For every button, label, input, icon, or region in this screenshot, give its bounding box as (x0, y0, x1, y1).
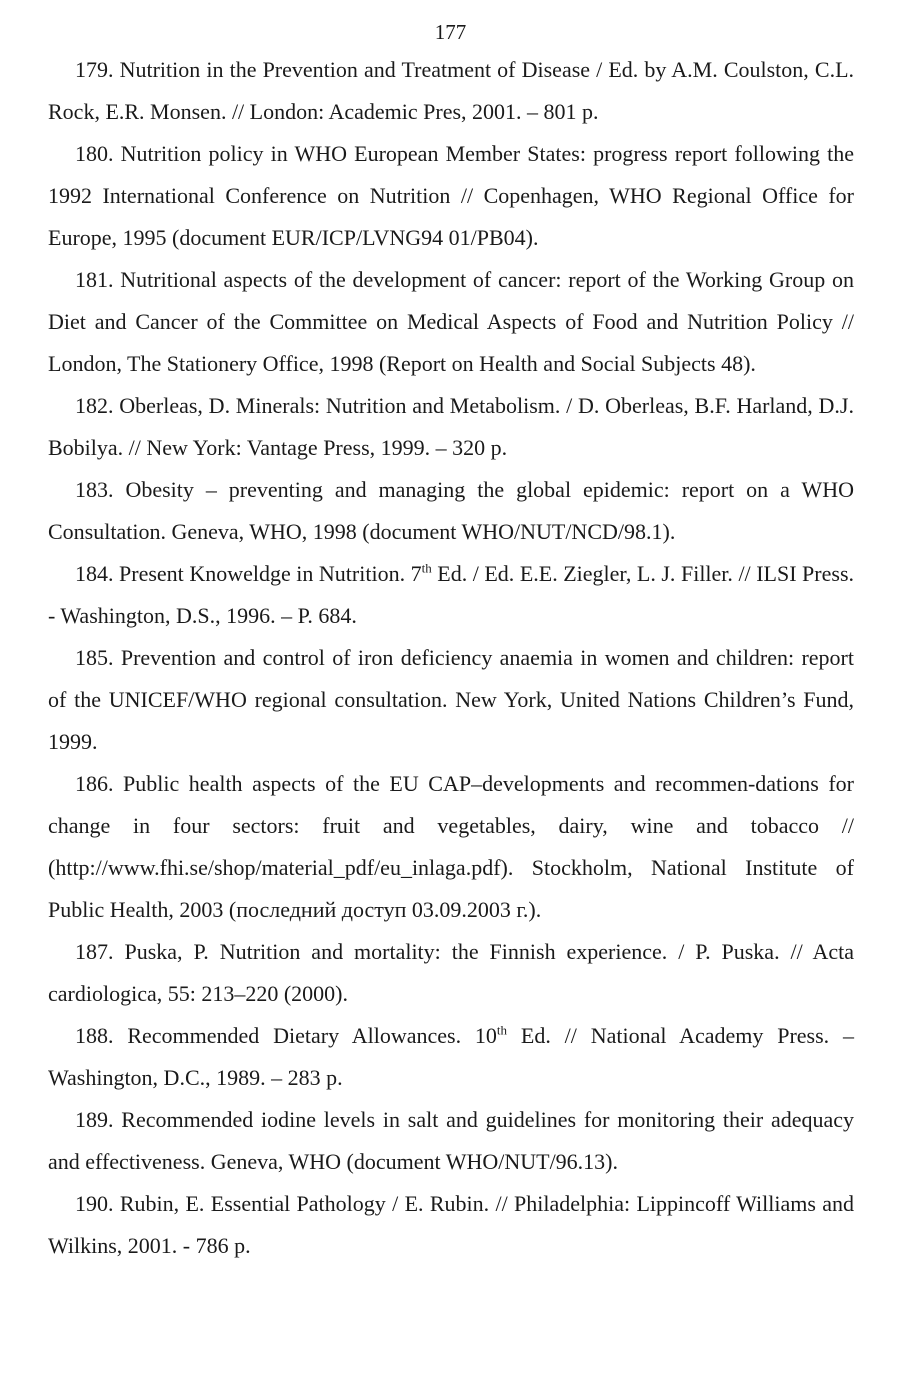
reference-number: 187. (75, 939, 114, 964)
reference-list (48, 49, 854, 1267)
reference-text: Prevention and control of iron deficiency anaemia in women and children: report of the UNICEF/WHO regional consultation. New York, United Nations Children’s Fund, 1999. (48, 645, 854, 754)
reference-item-180 (48, 133, 854, 259)
reference-number: 184. (75, 561, 114, 586)
reference-number: 188. (75, 1023, 114, 1048)
reference-number: 182. (75, 393, 114, 418)
reference-item-186 (48, 763, 854, 931)
reference-text-start: Present Knoweldge in Nutrition. 7 (119, 561, 422, 586)
reference-item-188 (48, 1015, 854, 1099)
reference-item-179 (48, 49, 854, 133)
reference-text: Oberleas, D. Minerals: Nutrition and Metabolism. / D. Oberleas, B.F. Harland, D.J. Bobilya. // New York: Vantage Press, 1999. – 320 p. (48, 393, 854, 460)
reference-number: 185. (75, 645, 114, 670)
reference-item-190 (48, 1183, 854, 1267)
reference-number: 190. (75, 1191, 114, 1216)
reference-number: 179. (75, 57, 114, 82)
reference-text-end: Ed. // National Academy Press. – Washington, D.C., 1989. – 283 p. (48, 1023, 854, 1090)
reference-text: Nutritional aspects of the development of cancer: report of the Working Group on Diet and Cancer of the Committee on Medical Aspects of Food and Nutrition Policy // London, The Stationery Office, 1998 (Report on Health and Social Subjects 48). (48, 267, 855, 376)
reference-item-183 (48, 469, 854, 553)
reference-number: 180. (75, 141, 114, 166)
reference-text: Nutrition policy in WHO European Member States: progress report following the 1992 International Conference on Nutrition // Copenhagen, WHO Regional Office for Europe, 1995 (document EUR/ICP/LVNG94 01/PB04). (48, 141, 855, 250)
reference-text-start: Recommended Dietary Allowances. 10 (127, 1023, 497, 1048)
reference-text: Obesity – preventing and managing the global epidemic: report on a WHO Consultation. Geneva, WHO, 1998 (document WHO/NUT/NCD/98.1). (48, 477, 854, 544)
page-number: 177 (434, 20, 467, 44)
reference-item-184 (48, 553, 854, 637)
reference-item-181 (48, 259, 854, 385)
reference-number: 189. (75, 1107, 114, 1132)
reference-text-end: Ed. / Ed. E.E. Ziegler, L. J. Filler. // ILSI Press. - Washington, D.S., 1996. – P. 684. (48, 561, 854, 628)
reference-item-182 (48, 385, 854, 469)
ordinal-superscript: th (421, 560, 432, 576)
reference-item-189 (48, 1099, 854, 1183)
reference-text: Puska, P. Nutrition and mortality: the Finnish experience. / P. Puska. // Acta cardiologica, 55: 213–220 (2000). (48, 939, 854, 1006)
reference-item-187 (48, 931, 854, 1015)
reference-number: 183. (75, 477, 114, 502)
ordinal-superscript: th (496, 1022, 508, 1038)
reference-number: 186. (75, 771, 114, 796)
reference-text: Recommended iodine levels in salt and guidelines for monitoring their adequacy and effectiveness. Geneva, WHO (document WHO/NUT/96.13). (48, 1107, 854, 1174)
reference-item-185 (48, 637, 854, 763)
reference-number: 181. (75, 267, 114, 292)
reference-text: Nutrition in the Prevention and Treatment of Disease / Ed. by A.M. Coulston, C.L. Rock, E.R. Monsen. // London: Academic Pres, 2001. – 801 p. (48, 57, 855, 124)
reference-text: Public health aspects of the EU CAP–developments and recommen-dations for change in four sectors: fruit and vegetables, dairy, wine and tobacco // (http://www.fhi.se/shop/material_pdf/eu_inlaga.pdf). Stockholm, National Institute of Public Health, 2003 (последний доступ 03.09.2003 г.). (48, 771, 855, 922)
reference-text: Rubin, E. Essential Pathology / E. Rubin. // Philadelphia: Lippincoff Williams and Wilkins, 2001. - 786 p. (48, 1191, 855, 1258)
